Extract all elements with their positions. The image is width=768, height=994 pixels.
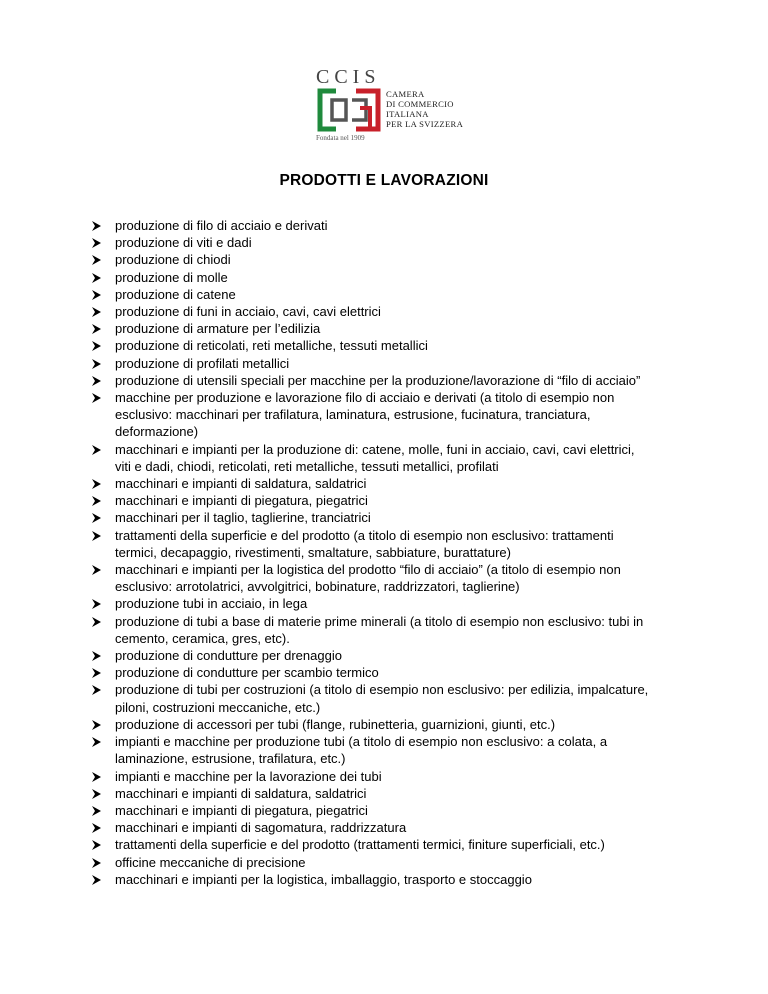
list-item-text: impianti e macchine per produzione tubi (a titolo di esempio non esclusivo: a colata, a — [115, 734, 608, 750]
arrowhead-bullet-icon — [92, 685, 101, 695]
arrowhead-bullet-icon — [92, 531, 101, 541]
arrowhead-bullet-icon — [92, 772, 101, 782]
list-item — [92, 802, 712, 819]
arrowhead-bullet-icon — [92, 496, 101, 506]
ccis-logo-mark-icon — [316, 88, 382, 132]
list-item — [92, 320, 712, 337]
arrowhead-bullet-icon — [92, 565, 101, 575]
list-item-text: macchinari per il taglio, taglierine, tranciatrici — [115, 510, 371, 526]
list-item-text: produzione tubi in acciaio, in lega — [115, 596, 308, 612]
arrowhead-bullet-icon — [92, 324, 101, 334]
list-item — [92, 681, 712, 715]
arrowhead-bullet-icon — [92, 875, 101, 885]
arrowhead-bullet-icon — [92, 307, 101, 317]
list-item-text: produzione di reticolati, reti metalliche, tessuti metallici — [115, 338, 428, 354]
list-item — [92, 355, 712, 372]
arrowhead-bullet-icon — [92, 221, 101, 231]
list-item-text: produzione di filo di acciaio e derivati — [115, 218, 328, 233]
arrowhead-bullet-icon — [92, 617, 101, 627]
list-item-text: deformazione) — [115, 424, 199, 440]
list-item — [92, 492, 712, 509]
arrowhead-bullet-icon — [92, 823, 101, 833]
list-item-text: macchinari e impianti di piegatura, piegatrici — [115, 493, 368, 509]
list-item-text: cemento, ceramica, gres, etc). — [115, 630, 290, 646]
list-item-text: macchine per produzione e lavorazione filo di acciaio e derivati (a titolo di esempio non — [115, 390, 615, 406]
list-item-text: trattamenti della superficie e del prodotto (trattamenti termici, finiture superficiali, etc.) — [115, 837, 605, 853]
arrowhead-bullet-icon — [92, 341, 101, 351]
arrowhead-bullet-icon — [92, 479, 101, 489]
arrowhead-bullet-icon — [92, 806, 101, 816]
list-item-text: produzione di armature per l’edilizia — [115, 321, 321, 337]
list-item-text: produzione di molle — [115, 269, 228, 285]
list-item — [92, 785, 712, 802]
list-item — [92, 527, 712, 561]
list-item-text: produzione di tubi a base di materie prime minerali (a titolo di esempio non esclusivo: tubi in — [115, 613, 644, 629]
list-item — [92, 234, 712, 251]
list-item — [92, 286, 712, 303]
list-item — [92, 595, 712, 612]
arrowhead-bullet-icon — [92, 273, 101, 283]
list-item-text: viti e dadi, chiodi, reticolati, reti metalliche, tessuti metallici, profilati — [115, 458, 499, 474]
list-item — [92, 854, 712, 871]
list-item — [92, 647, 712, 664]
list-item-text: macchinari e impianti di sagomatura, raddrizzatura — [115, 820, 407, 836]
list-item-text: impianti e macchine per la lavorazione dei tubi — [115, 768, 382, 784]
list-item — [92, 251, 712, 268]
list-item-text: produzione di viti e dadi — [115, 235, 252, 251]
list-item-text: produzione di funi in acciaio, cavi, cavi elettrici — [115, 304, 381, 320]
list-item — [92, 372, 712, 389]
arrowhead-bullet-icon — [92, 290, 101, 300]
arrowhead-bullet-icon — [92, 359, 101, 369]
page-title: PRODOTTI E LAVORAZIONI — [279, 172, 489, 189]
arrowhead-bullet-icon — [92, 668, 101, 678]
list-item-text: macchinari e impianti per la logistica del prodotto “filo di acciaio” (a titolo di esempio non — [115, 562, 621, 578]
list-item — [92, 475, 712, 492]
list-item-text: produzione di condutture per drenaggio — [115, 648, 342, 664]
list-item — [92, 441, 712, 475]
list-item-text: produzione di condutture per scambio termico — [115, 665, 379, 681]
arrowhead-bullet-icon — [92, 513, 101, 523]
arrowhead-bullet-icon — [92, 255, 101, 265]
list-item — [92, 389, 712, 441]
list-item-text: produzione di profilati metallici — [115, 355, 290, 371]
list-item — [92, 509, 712, 526]
logo-name: CAMERA DI COMMERCIO ITALIANA PER LA SVIZZERA — [386, 89, 464, 129]
list-item-text: esclusivo: macchinari per trafilatura, laminatura, estrusione, fucinatura, tranciatura, — [115, 407, 591, 423]
list-item — [92, 303, 712, 320]
list-item-text: macchinari e impianti per la produzione di: catene, molle, funi in acciaio, cavi, cavi elettrici, — [115, 441, 635, 457]
arrowhead-bullet-icon — [92, 720, 101, 730]
list-item — [92, 664, 712, 681]
list-item-text: macchinari e impianti di saldatura, saldatrici — [115, 785, 367, 801]
list-item-text: produzione di accessori per tubi (flange, rubinetteria, guarnizioni, giunti, etc.) — [115, 716, 556, 732]
arrowhead-bullet-icon — [92, 651, 101, 661]
arrowhead-bullet-icon — [92, 858, 101, 868]
list-item-text: macchinari e impianti di saldatura, saldatrici — [115, 476, 367, 492]
list-item-text: termici, decapaggio, rivestimenti, smaltature, sabbiature, burattature) — [115, 544, 511, 560]
logo-founded: Fondata nel 1909 — [316, 134, 365, 142]
arrowhead-bullet-icon — [92, 789, 101, 799]
arrowhead-bullet-icon — [92, 840, 101, 850]
list-item-text: trattamenti della superficie e del prodotto (a titolo di esempio non esclusivo: trattamenti — [115, 527, 614, 543]
list-item-text: produzione di chiodi — [115, 252, 231, 268]
arrowhead-bullet-icon — [92, 737, 101, 747]
list-item-text: macchinari e impianti di piegatura, piegatrici — [115, 802, 368, 818]
list-item-text: produzione di tubi per costruzioni (a titolo di esempio non esclusivo: per edilizia, impalcature, — [115, 682, 649, 698]
list-item — [92, 269, 712, 286]
list-item-text: officine meccaniche di precisione — [115, 854, 306, 870]
arrowhead-bullet-icon — [92, 393, 101, 403]
list-item — [92, 716, 712, 733]
list-item — [92, 819, 712, 836]
list-item — [92, 836, 712, 853]
list-item-text: piloni, costruzioni meccaniche, etc.) — [115, 699, 321, 715]
list-item — [92, 613, 712, 647]
list-item-text: laminazione, estrusione, trafilatura, etc.) — [115, 751, 346, 767]
list-item — [92, 733, 712, 767]
arrowhead-bullet-icon — [92, 445, 101, 455]
logo-acronym: CCIS — [316, 66, 381, 88]
arrowhead-bullet-icon — [92, 376, 101, 386]
list-item — [92, 768, 712, 785]
product-list — [92, 217, 712, 888]
list-item-text: esclusivo: arrotolatrici, avvolgitrici, bobinature, raddrizzatori, taglierine) — [115, 579, 520, 595]
list-item — [92, 337, 712, 354]
list-item-text: produzione di catene — [115, 286, 236, 302]
list-item-text: macchinari e impianti per la logistica, imballaggio, trasporto e stoccaggio — [115, 871, 532, 887]
list-item — [92, 217, 712, 234]
arrowhead-bullet-icon — [92, 599, 101, 609]
list-item — [92, 561, 712, 595]
ccis-logo — [314, 68, 484, 146]
list-item-text: produzione di utensili speciali per macchine per la produzione/lavorazione di “filo di acciaio” — [115, 372, 641, 388]
arrowhead-bullet-icon — [92, 238, 101, 248]
list-item — [92, 871, 712, 888]
